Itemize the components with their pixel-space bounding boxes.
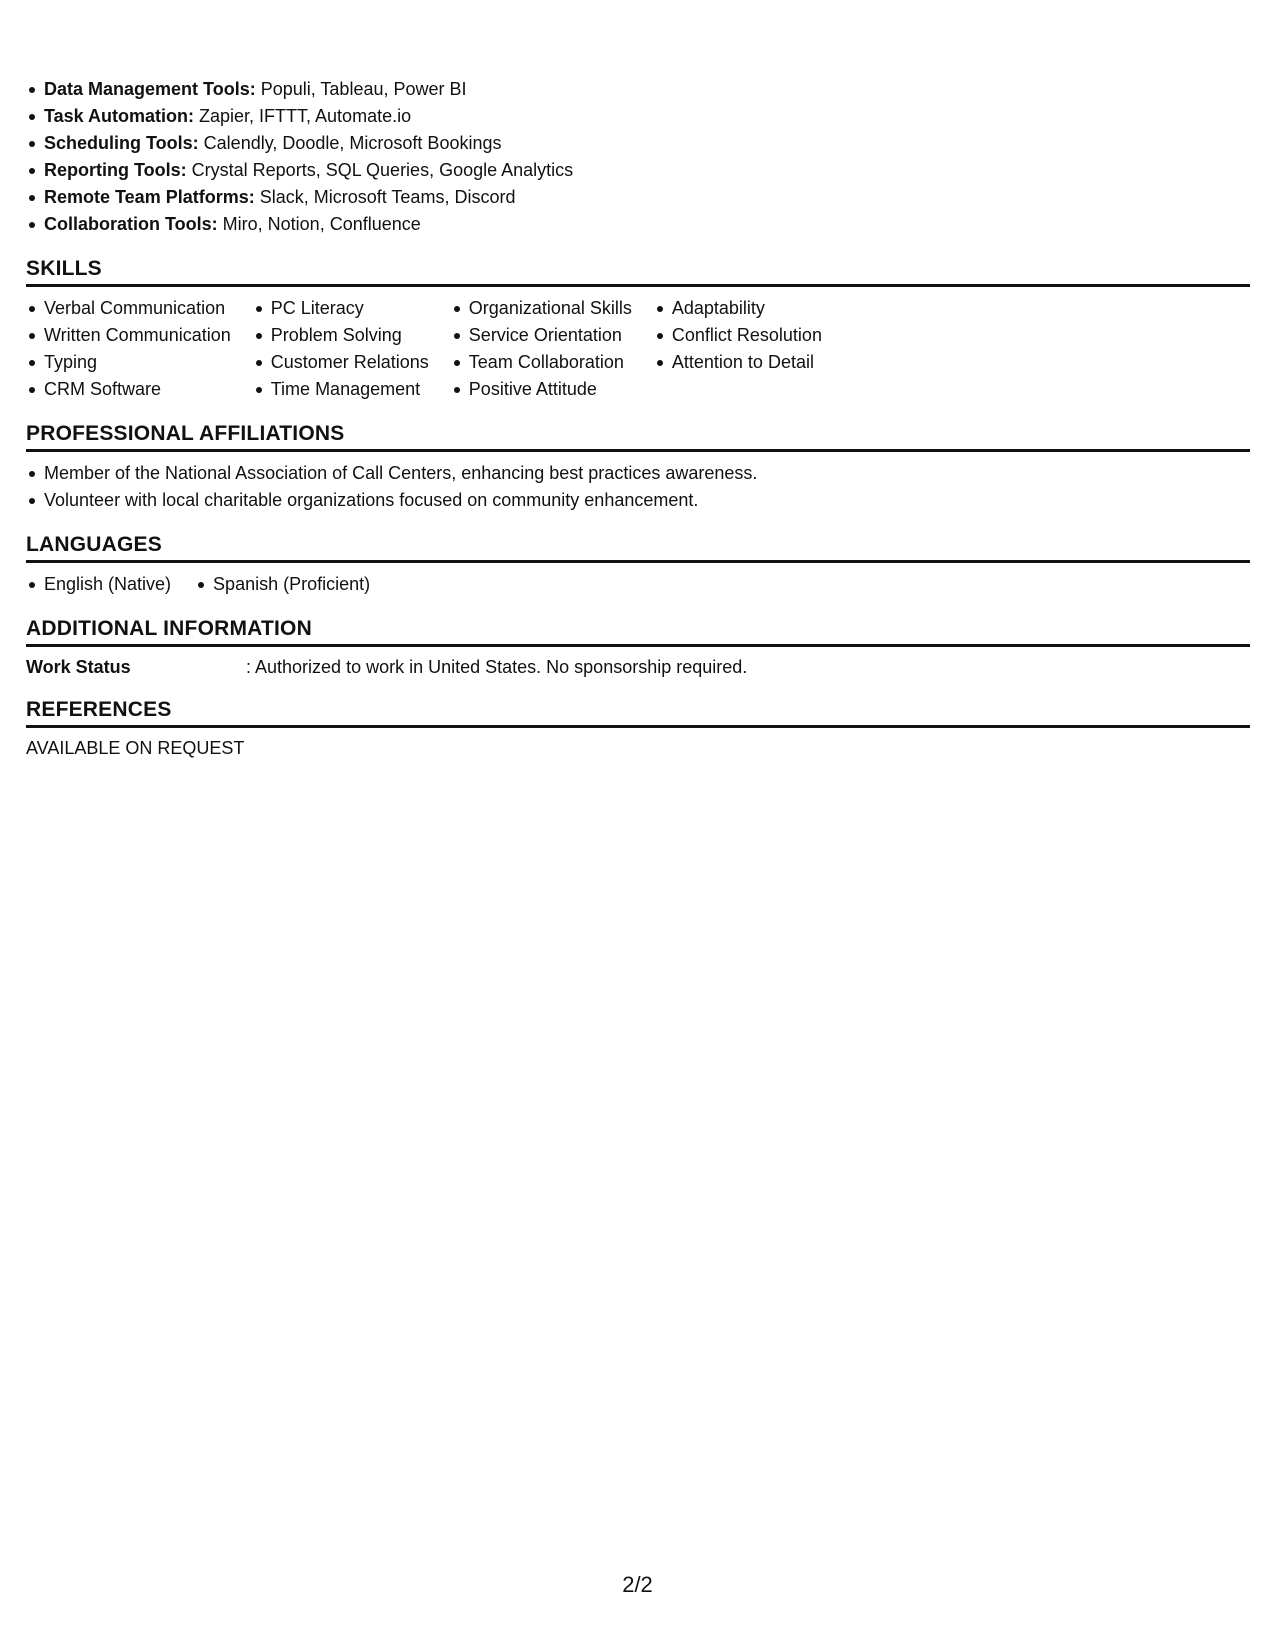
skills-column (451, 295, 632, 403)
section-title-additional-info: ADDITIONAL INFORMATION (26, 616, 1250, 647)
list-item: Adaptability (654, 295, 822, 322)
list-item: Reporting Tools: Crystal Reports, SQL Queries, Google Analytics (26, 157, 1250, 184)
languages-section (26, 532, 1250, 598)
list-item: Customer Relations (253, 349, 429, 376)
list-item: Time Management (253, 376, 429, 403)
page-number: 2/2 (622, 1572, 653, 1597)
additional-info-section (26, 616, 1250, 679)
section-title-references: REFERENCES (26, 697, 1250, 728)
list-item: Attention to Detail (654, 349, 822, 376)
list-item: Conflict Resolution (654, 322, 822, 349)
list-item: Scheduling Tools: Calendly, Doodle, Microsoft Bookings (26, 130, 1250, 157)
list-item: Task Automation: Zapier, IFTTT, Automate.io (26, 103, 1250, 130)
skills-column (654, 295, 822, 403)
list-item: Verbal Communication (26, 295, 231, 322)
list-item: Positive Attitude (451, 376, 632, 403)
list-item: Problem Solving (253, 322, 429, 349)
references-text: AVAILABLE ON REQUEST (26, 738, 245, 758)
list-item: Typing (26, 349, 231, 376)
section-title-skills: SKILLS (26, 256, 1250, 287)
references-section (26, 697, 1250, 760)
list-item: CRM Software (26, 376, 231, 403)
skills-column (253, 295, 429, 403)
tools-list (26, 76, 1250, 238)
list-item: Member of the National Association of Call Centers, enhancing best practices awareness. (26, 460, 1250, 487)
list-item: English (Native) (26, 571, 171, 598)
list-item: Service Orientation (451, 322, 632, 349)
section-title-affiliations: PROFESSIONAL AFFILIATIONS (26, 421, 1250, 452)
languages-list (26, 571, 1250, 598)
list-item: PC Literacy (253, 295, 429, 322)
work-status-row (26, 655, 1250, 679)
list-item: Spanish (Proficient) (195, 571, 370, 598)
resume-page (26, 76, 1250, 760)
list-item: Organizational Skills (451, 295, 632, 322)
list-item: Volunteer with local charitable organizations focused on community enhancement. (26, 487, 1250, 514)
section-title-languages: LANGUAGES (26, 532, 1250, 563)
skills-grid (26, 295, 1250, 403)
skills-column (26, 295, 231, 403)
work-status-label: Work Status (26, 657, 131, 677)
list-item: Collaboration Tools: Miro, Notion, Confluence (26, 211, 1250, 238)
affiliations-section (26, 421, 1250, 514)
list-item: Written Communication (26, 322, 231, 349)
work-status-value: : Authorized to work in United States. No sponsorship required. (246, 657, 748, 677)
affiliations-list (26, 460, 1250, 514)
skills-section (26, 256, 1250, 403)
list-item: Data Management Tools: Populi, Tableau, Power BI (26, 76, 1250, 103)
list-item: Remote Team Platforms: Slack, Microsoft Teams, Discord (26, 184, 1250, 211)
list-item: Team Collaboration (451, 349, 632, 376)
